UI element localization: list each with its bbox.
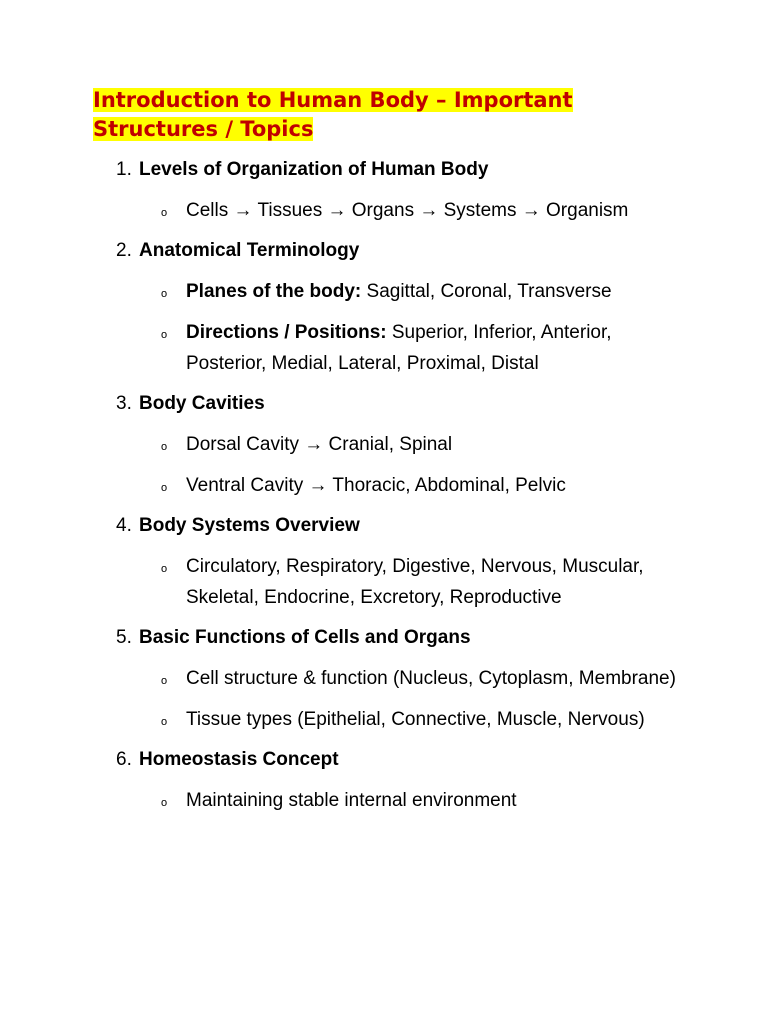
topic-heading: [0, 236, 768, 266]
topic-title: Levels of Organization of Human Body: [139, 159, 489, 180]
bullet-circle-icon: o: [161, 482, 168, 494]
sub-point-text: Superior, Inferior, Anterior, Posterior, Medial, Lateral, Proximal, Distal: [186, 322, 612, 374]
sub-point: [0, 317, 768, 379]
sub-point-text: Cells → Tissues → Organs → Systems → Organism: [186, 200, 629, 221]
topic-number: 6.: [116, 749, 132, 770]
topic-heading: [0, 745, 768, 775]
topic-title: Anatomical Terminology: [139, 240, 360, 261]
sub-point: [0, 704, 768, 735]
bullet-circle-icon: o: [161, 288, 168, 300]
sub-point-label: Planes of the body:: [186, 281, 362, 302]
topic-title: Homeostasis Concept: [139, 749, 339, 770]
sub-point: [0, 276, 768, 307]
topic-heading: [0, 511, 768, 541]
topic-heading: [0, 155, 768, 185]
bullet-circle-icon: o: [161, 797, 168, 809]
topic-item: [0, 745, 768, 816]
bullet-circle-icon: o: [161, 716, 168, 728]
topic-item: [0, 155, 768, 226]
bullet-circle-icon: o: [161, 441, 168, 453]
topic-heading: [0, 389, 768, 419]
sub-point: [0, 470, 768, 501]
topic-number: 4.: [116, 515, 132, 536]
topic-item: [0, 623, 768, 735]
sub-point-text: Sagittal, Coronal, Transverse: [361, 281, 612, 302]
topic-number: 5.: [116, 627, 132, 648]
topic-number: 3.: [116, 393, 132, 414]
topic-item: [0, 236, 768, 379]
title-line-1: Introduction to Human Body – Important: [93, 88, 573, 112]
topic-number: 2.: [116, 240, 132, 261]
sub-point: [0, 663, 768, 694]
document-title: [93, 86, 653, 144]
bullet-circle-icon: o: [161, 329, 168, 341]
topic-number: 1.: [116, 159, 132, 180]
topic-item: [0, 389, 768, 501]
topic-title: Body Cavities: [139, 393, 265, 414]
title-line-2: Structures / Topics: [93, 117, 314, 141]
topic-list: [0, 155, 768, 826]
sub-point: [0, 785, 768, 816]
sub-point-text: Dorsal Cavity → Cranial, Spinal: [186, 434, 453, 455]
sub-point-text: Maintaining stable internal environment: [186, 790, 517, 811]
sub-point-text: Circulatory, Respiratory, Digestive, Nervous, Muscular, Skeletal, Endocrine, Excretory, Reproductive: [186, 556, 644, 608]
bullet-circle-icon: o: [161, 675, 168, 687]
topic-title: Body Systems Overview: [139, 515, 360, 536]
sub-point: [0, 551, 768, 613]
bullet-circle-icon: o: [161, 563, 168, 575]
topic-title: Basic Functions of Cells and Organs: [139, 627, 471, 648]
topic-item: [0, 511, 768, 613]
sub-point-label: Directions / Positions:: [186, 322, 387, 343]
sub-point-text: Ventral Cavity → Thoracic, Abdominal, Pelvic: [186, 475, 566, 496]
topic-heading: [0, 623, 768, 653]
sub-point-text: Cell structure & function (Nucleus, Cytoplasm, Membrane): [186, 668, 676, 689]
sub-point-text: Tissue types (Epithelial, Connective, Muscle, Nervous): [186, 709, 645, 730]
sub-point: [0, 429, 768, 460]
bullet-circle-icon: o: [161, 207, 168, 219]
sub-point: [0, 195, 768, 226]
